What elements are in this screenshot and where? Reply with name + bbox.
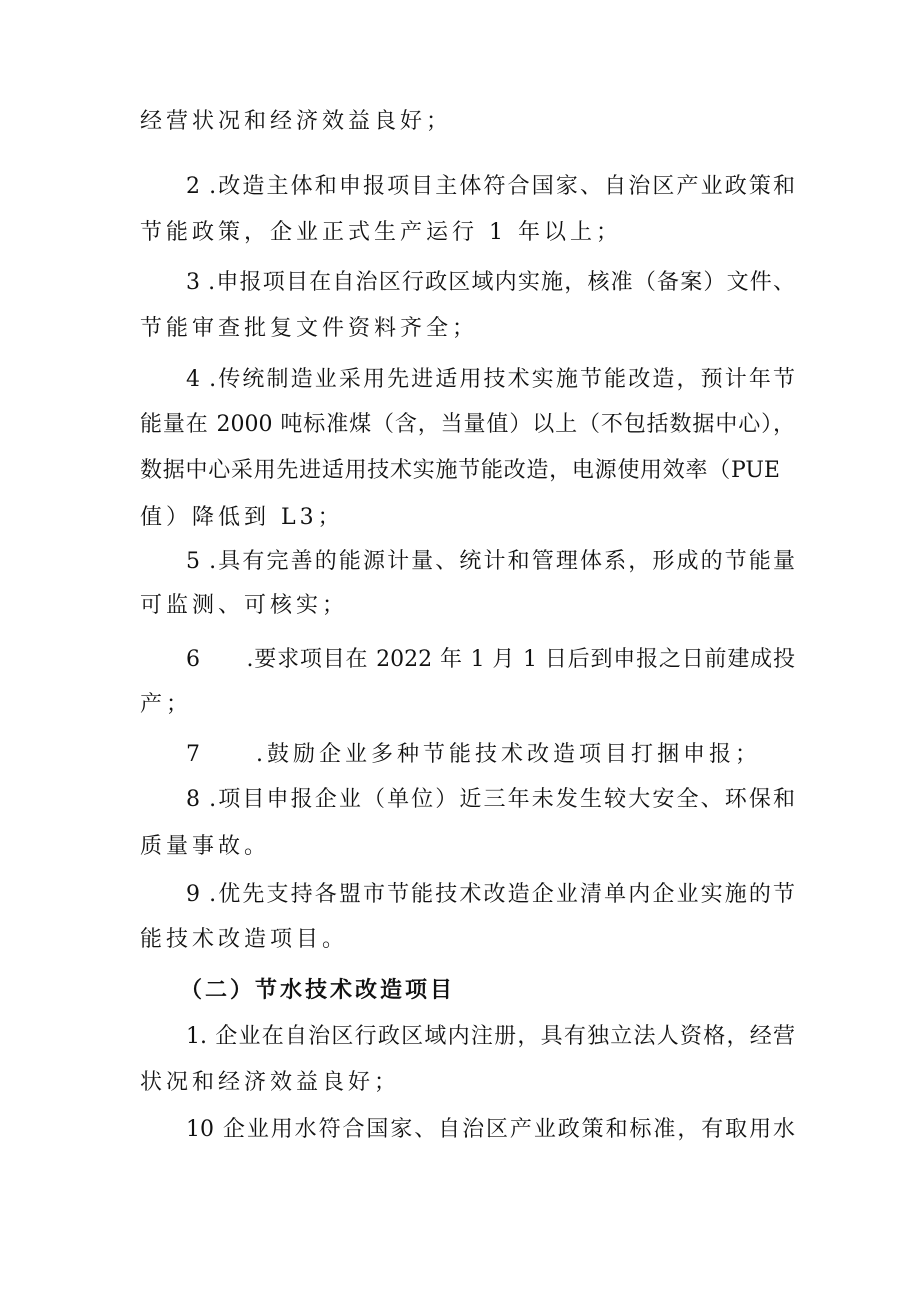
list-item-10: 10 企业用水符合国家、自治区产业政策和标准，有取用水 [186, 1117, 795, 1142]
list-item-1: 1. 企业在自治区行政区域内注册，具有独立法人资格，经营 [186, 1024, 795, 1049]
section-heading: （二）节水技术改造项目 [180, 977, 456, 1003]
text-line: 状况和经济效益良好； [140, 1070, 401, 1095]
text-line: 节能政策，企业正式生产运行 1 年以上； [140, 220, 622, 245]
text-line: 产； [140, 692, 193, 717]
text-line: 质量事故。 [140, 834, 271, 859]
text-line: 可监测、可核实； [140, 593, 349, 618]
list-item-3: 3 .申报项目在自治区行政区域内实施，核准（备案）文件、 [186, 270, 795, 295]
list-item-8: 8 .项目申报企业（单位）近三年未发生较大安全、环保和 [186, 787, 795, 812]
list-item-4: 4 .传统制造业采用先进适用技术实施节能改造，预计年节 [186, 367, 795, 392]
text-line: 能量在 2000 吨标准煤（含，当量值）以上（不包括数据中心）， [140, 412, 795, 437]
list-item-9: 9 .优先支持各盟市节能技术改造企业清单内企业实施的节 [186, 882, 795, 907]
list-item-5: 5 .具有完善的能源计量、统计和管理体系，形成的节能量 [186, 549, 795, 574]
text-line: 数据中心采用先进适用技术实施节能改造，电源使用效率（PUE [140, 458, 780, 483]
text-line: 能技术改造项目。 [140, 927, 349, 952]
list-item-6: 6 .要求项目在 2022 年 1 月 1 日后到申报之日前建成投 [186, 647, 795, 672]
text-line: 值）降低到 L3； [140, 505, 344, 530]
list-item-7: 7 .鼓励企业多种节能技术改造项目打捆申报； [186, 742, 761, 767]
text-line: 经营状况和经济效益良好； [140, 109, 453, 134]
list-item-2: 2 .改造主体和申报项目主体符合国家、自治区产业政策和 [186, 174, 795, 199]
text-line: 节能审查批复文件资料齐全； [140, 316, 479, 341]
